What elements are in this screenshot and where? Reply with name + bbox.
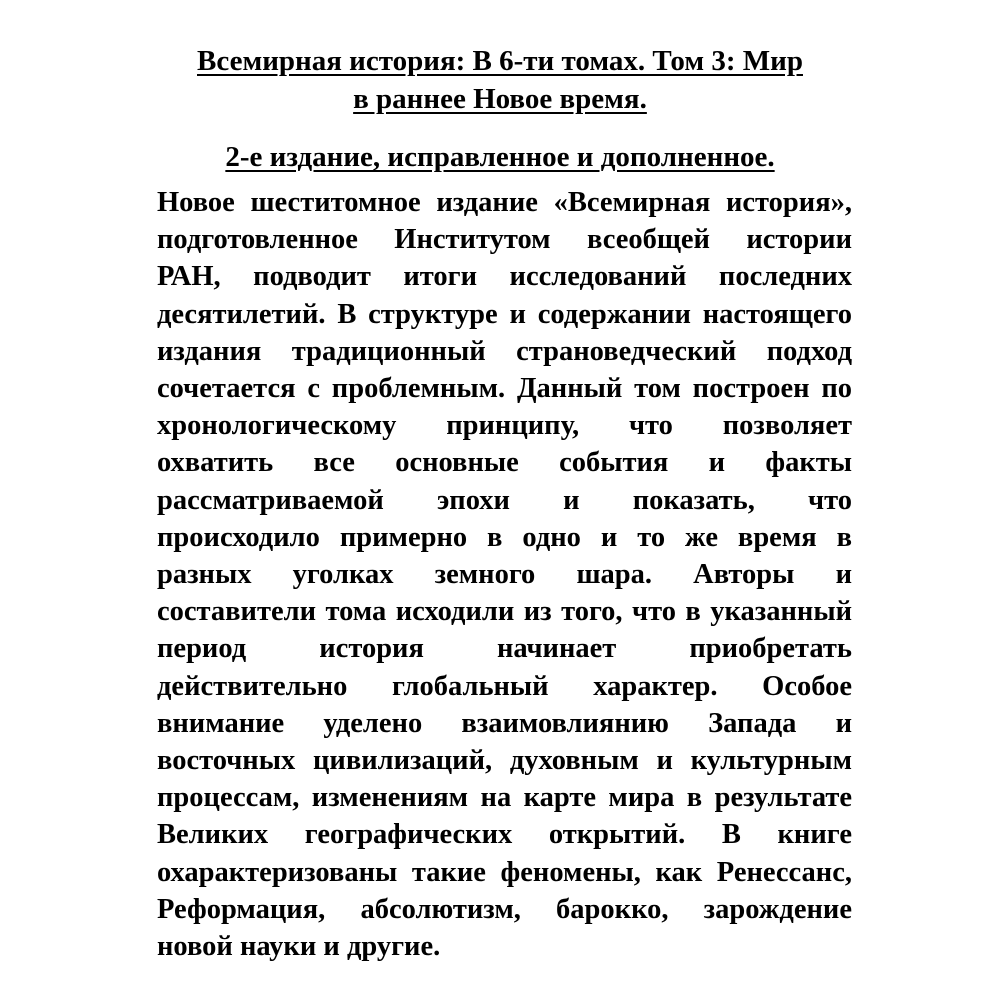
description-line: сочетается с проблемным. Данный том построен по — [157, 373, 852, 405]
description-line: рассматриваемой эпохи и показать, что — [157, 484, 852, 516]
description-line: десятилетий. В структуре и содержании настоящего — [157, 298, 852, 330]
description-line: издания традиционный страноведческий подход — [157, 335, 852, 367]
description-line: процессам, изменениям на карте мира в результате — [157, 782, 852, 814]
description-line: внимание уделено взаимовлиянию Запада и — [157, 707, 852, 739]
description-line: восточных цивилизаций, духовным и культурным — [157, 745, 852, 777]
description-line: Великих географических открытий. В книге — [157, 819, 852, 851]
description-line: действительно глобальный характер. Особое — [157, 670, 852, 702]
description-line: Новое шеститомное издание «Всемирная история», — [157, 187, 852, 218]
description-line: разных уголках земного шара. Авторы и — [157, 559, 852, 591]
book-title — [150, 42, 850, 118]
description-line: происходило примерно в одно и то же время в — [157, 521, 852, 553]
description-line: подготовленное Институтом всеобщей истории — [157, 224, 852, 256]
description-line: охватить все основные события и факты — [157, 447, 852, 479]
book-title-line-1: Всемирная история: В 6-ти томах. Том 3: Мир — [197, 45, 803, 77]
book-title-line-2: в раннее Новое время. — [353, 83, 647, 115]
edition-subtitle: 2-е издание, исправленное и дополненное. — [225, 141, 775, 173]
description-line: период история начинает приобретать — [157, 633, 852, 665]
description-line: составители тома исходили из того, что в указанный — [157, 596, 852, 628]
description-paragraph — [157, 184, 852, 965]
description-line: охарактеризованы такие феномены, как Ренессанс, — [157, 856, 852, 888]
description-line: хронологическому принципу, что позволяет — [157, 410, 852, 442]
description-line: РАН, подводит итоги исследований последних — [157, 261, 852, 293]
description-line: Реформация, абсолютизм, барокко, зарождение — [157, 893, 852, 925]
description-line: новой науки и другие. — [157, 931, 441, 963]
